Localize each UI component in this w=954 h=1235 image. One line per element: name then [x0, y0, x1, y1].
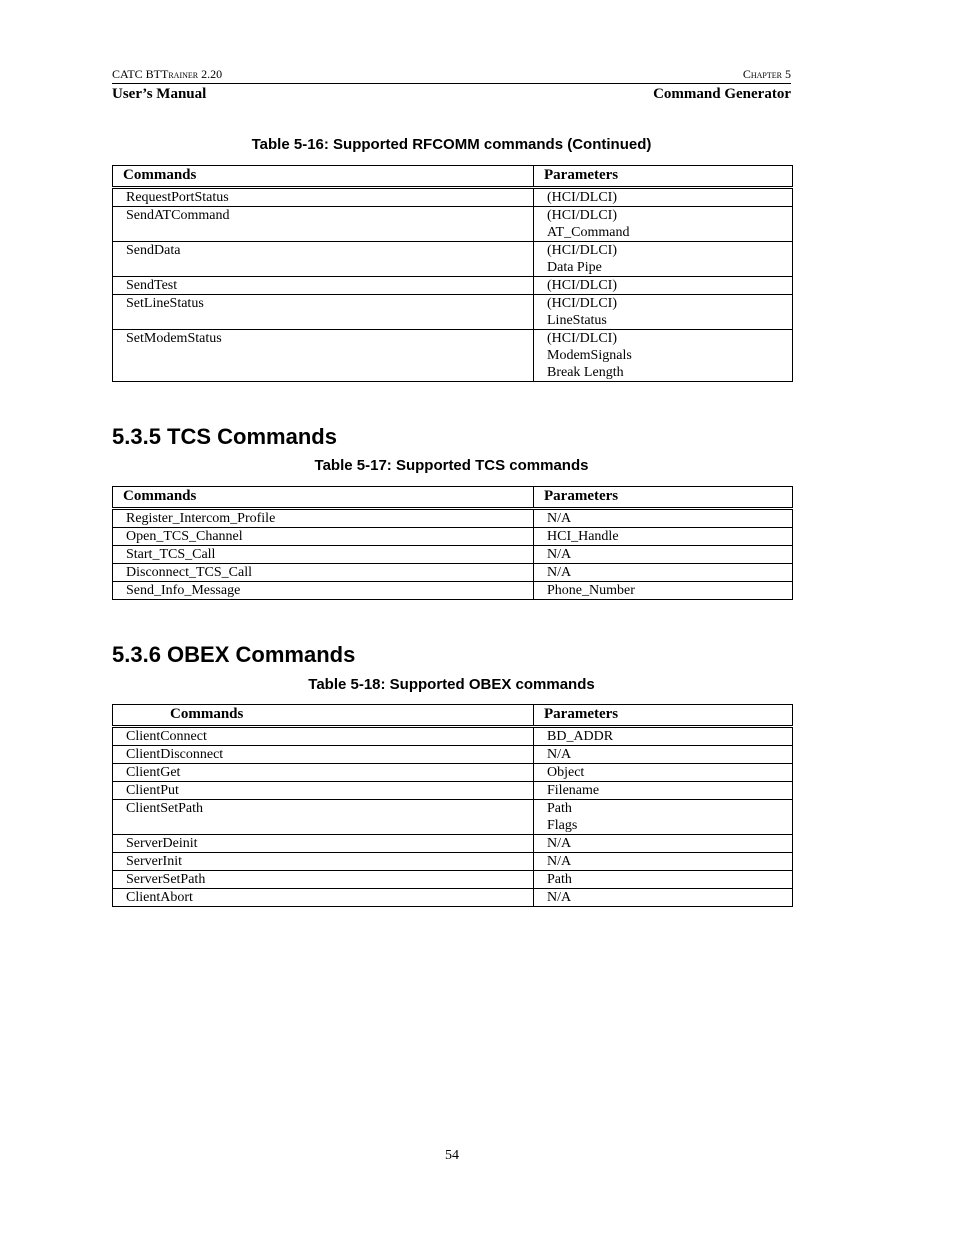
command-cell: SendATCommand	[113, 207, 534, 242]
command-cell: ServerSetPath	[113, 871, 534, 889]
parameter-line: (HCI/DLCI)	[547, 208, 617, 223]
header-chapter: Chapter 5	[742, 67, 791, 81]
parameter-line: (HCI/DLCI)	[547, 190, 617, 205]
table-row	[113, 871, 793, 889]
parameters-cell	[534, 509, 793, 528]
table-row	[113, 528, 793, 546]
column-header-parameters: Parameters	[534, 166, 793, 188]
table-header-row	[113, 166, 793, 188]
section-heading-obex: 5.3.6 OBEX Commands	[112, 642, 356, 667]
table-row	[113, 242, 793, 277]
table-body	[113, 727, 793, 907]
table-row	[113, 782, 793, 800]
table-row	[113, 582, 793, 600]
table-row	[113, 509, 793, 528]
parameters-cell	[534, 188, 793, 207]
command-cell: Disconnect_TCS_Call	[113, 564, 534, 582]
header-product: CATC BTTrainer 2.20	[112, 67, 223, 81]
parameter-line: Object	[547, 765, 585, 780]
parameter-line: (HCI/DLCI)	[547, 331, 617, 346]
parameters-cell	[534, 277, 793, 295]
table-row	[113, 277, 793, 295]
table-row	[113, 546, 793, 564]
header-manual-title: User’s Manual	[112, 86, 207, 102]
parameter-line: N/A	[547, 854, 572, 869]
parameters-cell	[534, 330, 793, 382]
table-row	[113, 295, 793, 330]
command-cell: Send_Info_Message	[113, 582, 534, 600]
table-row	[113, 800, 793, 835]
parameter-line: Phone_Number	[547, 583, 635, 598]
command-cell: ClientAbort	[113, 889, 534, 907]
parameter-line: Data Pipe	[547, 260, 602, 275]
table-body	[113, 509, 793, 600]
command-cell: ServerDeinit	[113, 835, 534, 853]
parameters-cell	[534, 582, 793, 600]
parameter-line: N/A	[547, 890, 572, 905]
parameters-cell	[534, 746, 793, 764]
command-cell: ClientSetPath	[113, 800, 534, 835]
parameter-line: N/A	[547, 836, 572, 851]
parameter-line: N/A	[547, 747, 572, 762]
parameters-cell	[534, 800, 793, 835]
table-header-row	[113, 487, 793, 509]
parameters-cell	[534, 853, 793, 871]
table-17-caption: Table 5-17: Supported TCS commands	[314, 457, 589, 474]
parameter-line: N/A	[547, 565, 572, 580]
parameter-line: LineStatus	[547, 313, 607, 328]
parameter-line: Filename	[547, 783, 600, 798]
parameters-cell	[534, 835, 793, 853]
parameters-cell	[534, 871, 793, 889]
header-chapter-title: Command Generator	[653, 86, 791, 102]
parameters-cell	[534, 727, 793, 746]
parameter-line: HCI_Handle	[547, 529, 619, 544]
table-row	[113, 564, 793, 582]
table-row	[113, 835, 793, 853]
command-cell: ClientConnect	[113, 727, 534, 746]
table-row	[113, 853, 793, 871]
parameter-line: (HCI/DLCI)	[547, 243, 617, 258]
parameter-line: (HCI/DLCI)	[547, 296, 617, 311]
header-rule	[112, 83, 791, 84]
command-cell: ClientGet	[113, 764, 534, 782]
command-cell: Start_TCS_Call	[113, 546, 534, 564]
parameter-line: N/A	[547, 511, 572, 526]
table-row	[113, 207, 793, 242]
command-cell: ServerInit	[113, 853, 534, 871]
parameter-line: ModemSignals	[547, 348, 632, 363]
parameter-line: Path	[547, 872, 572, 887]
parameters-cell	[534, 207, 793, 242]
column-header-commands: Commands	[113, 487, 534, 509]
parameter-line: (HCI/DLCI)	[547, 278, 617, 293]
parameters-cell	[534, 528, 793, 546]
column-header-commands: Commands	[113, 705, 534, 727]
parameters-cell	[534, 546, 793, 564]
parameters-cell	[534, 295, 793, 330]
table-rfcomm	[112, 165, 793, 382]
parameter-line: BD_ADDR	[547, 729, 614, 744]
parameters-cell	[534, 782, 793, 800]
column-header-parameters: Parameters	[534, 487, 793, 509]
parameter-line: AT_Command	[547, 225, 630, 240]
table-row	[113, 188, 793, 207]
command-cell: SetLineStatus	[113, 295, 534, 330]
parameters-cell	[534, 889, 793, 907]
column-header-commands: Commands	[113, 166, 534, 188]
parameters-cell	[534, 242, 793, 277]
command-cell: ClientDisconnect	[113, 746, 534, 764]
parameter-line: Flags	[547, 818, 578, 833]
parameters-cell	[534, 564, 793, 582]
page-number: 54	[445, 1148, 459, 1163]
table-row	[113, 727, 793, 746]
table-row	[113, 889, 793, 907]
table-row	[113, 746, 793, 764]
command-cell: Register_Intercom_Profile	[113, 509, 534, 528]
parameter-line: Path	[547, 801, 572, 816]
command-cell: SendData	[113, 242, 534, 277]
command-cell: RequestPortStatus	[113, 188, 534, 207]
table-body	[113, 188, 793, 382]
table-row	[113, 764, 793, 782]
table-18-caption: Table 5-18: Supported OBEX commands	[308, 676, 595, 693]
table-header-row	[113, 705, 793, 727]
command-cell: ClientPut	[113, 782, 534, 800]
parameter-line: Break Length	[547, 365, 624, 380]
table-tcs	[112, 486, 793, 600]
table-obex	[112, 704, 793, 907]
column-header-parameters: Parameters	[534, 705, 793, 727]
table-16-caption: Table 5-16: Supported RFCOMM commands (Continued)	[251, 136, 652, 153]
section-heading-tcs: 5.3.5 TCS Commands	[112, 424, 337, 449]
table-row	[113, 330, 793, 382]
command-cell: SetModemStatus	[113, 330, 534, 382]
command-cell: Open_TCS_Channel	[113, 528, 534, 546]
parameters-cell	[534, 764, 793, 782]
command-cell: SendTest	[113, 277, 534, 295]
parameter-line: N/A	[547, 547, 572, 562]
